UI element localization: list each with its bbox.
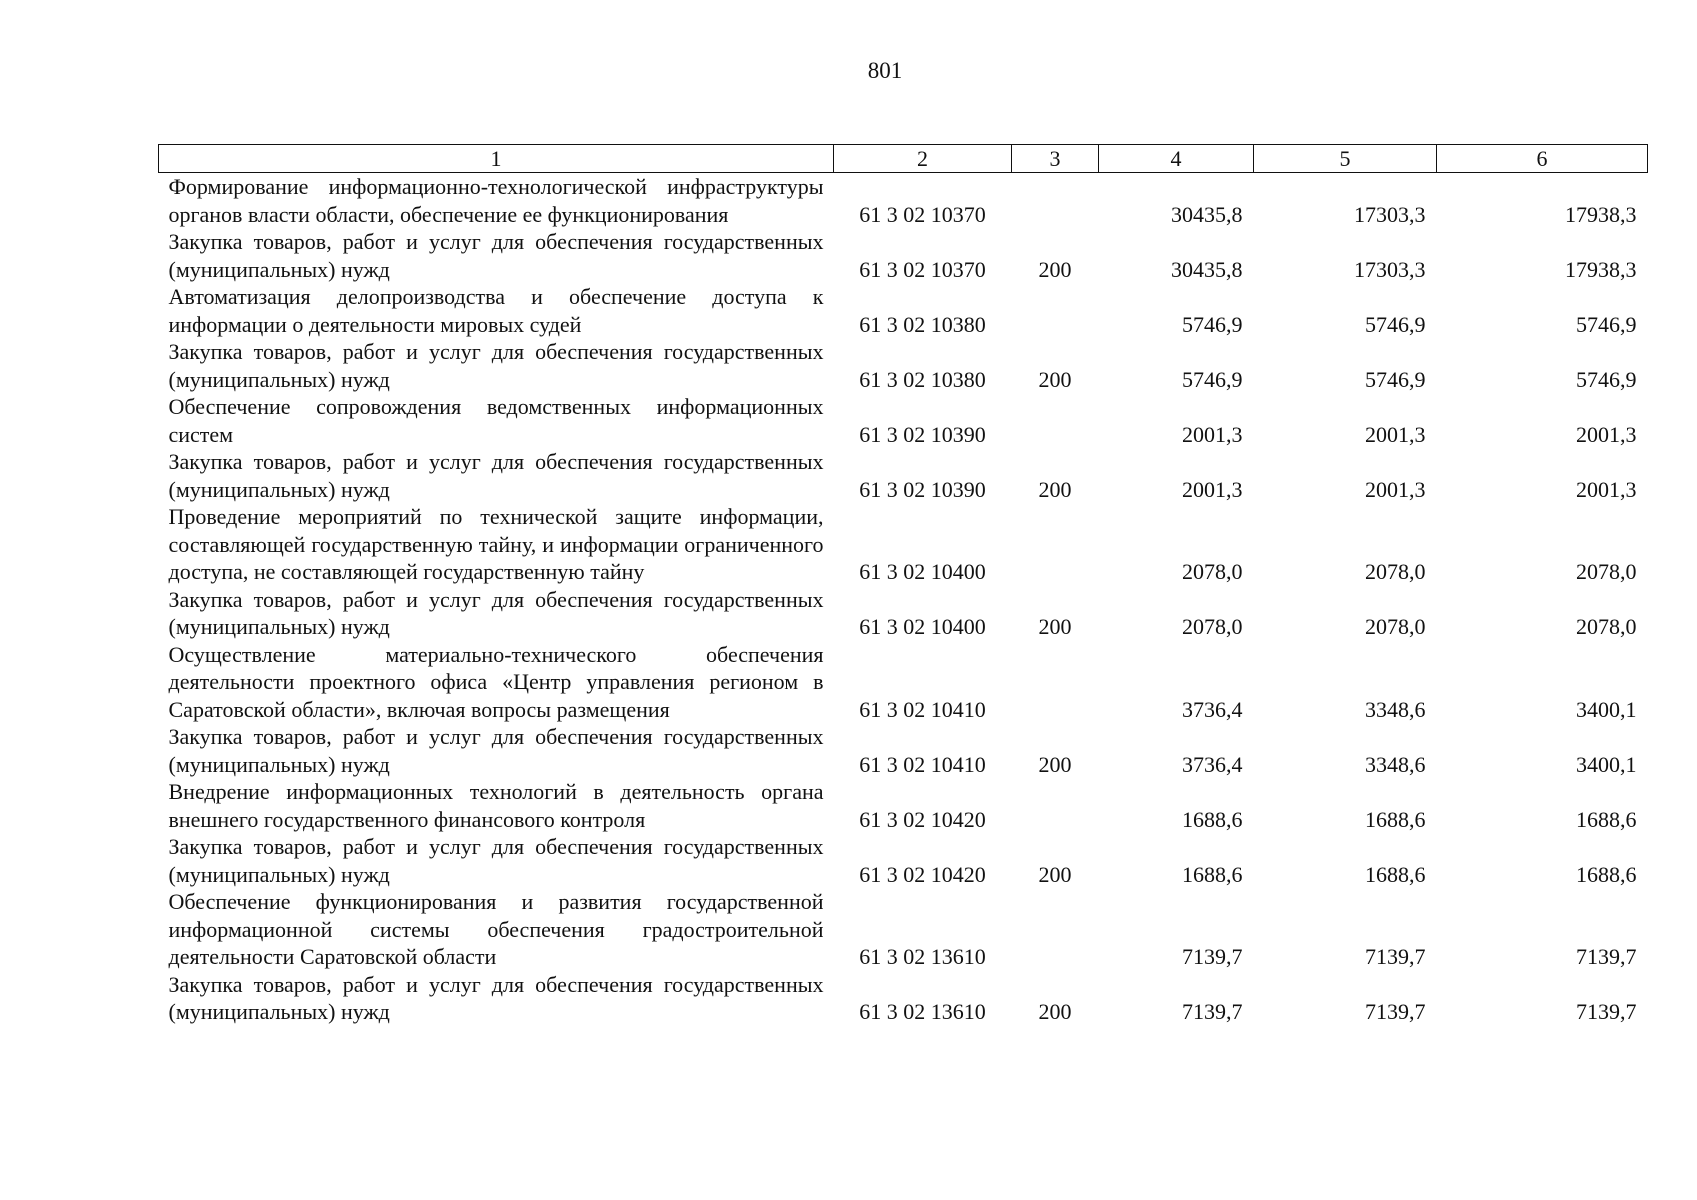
row-expense-type: 200 [1038, 476, 1072, 502]
row-value-col6: 3400,1 [1576, 751, 1637, 777]
row-value-col4: 2001,3 [1182, 476, 1243, 502]
row-value-col4: 7139,7 [1182, 999, 1243, 1024]
row-value-col4: 3736,4 [1182, 696, 1243, 722]
row-expense-type: 200 [1038, 366, 1072, 392]
row-value-col5: 17303,3 [1354, 256, 1426, 282]
row-description: Обеспечение функционирования и развития государственной информационной системы обеспечения градостроительной деятельности Саратовской области [168, 889, 824, 969]
row-expense-type [1012, 888, 1099, 971]
row-description: Закупка товаров, работ и услуг для обеспечения государственных (муниципальных) нужд [168, 834, 824, 887]
row-target-code: 61 3 02 10400 [859, 559, 986, 584]
table-row [159, 393, 1648, 448]
row-value-col4: 2078,0 [1182, 614, 1243, 639]
row-description: Осуществление материально-технического обеспечения деятельности проектного офиса «Центр управления регионом в Саратовской области», включая вопросы размещения [168, 641, 824, 722]
row-target-code: 61 3 02 10390 [859, 476, 986, 502]
row-expense-type: 200 [1038, 999, 1072, 1024]
row-description: Проведение мероприятий по технической защите информации, составляющей государственную тайну, и информации ограниченного доступа, не составляющей государственную тайну [168, 504, 824, 584]
table-row [159, 228, 1648, 283]
row-value-col5: 1688,6 [1365, 861, 1426, 887]
row-value-col4: 30435,8 [1171, 201, 1243, 227]
table-row [159, 833, 1648, 888]
row-value-col6: 2078,0 [1576, 559, 1637, 584]
column-header: 3 [1012, 145, 1099, 173]
row-value-col6: 5746,9 [1576, 366, 1637, 392]
row-value-col5: 1688,6 [1365, 806, 1426, 832]
row-description: Обеспечение сопровождения ведомственных информационных систем [168, 394, 824, 447]
row-description: Закупка товаров, работ и услуг для обеспечения государственных (муниципальных) нужд [168, 724, 824, 777]
row-expense-type [1012, 778, 1099, 833]
row-description: Автоматизация делопроизводства и обеспечение доступа к информации о деятельности мировых судей [168, 284, 824, 337]
row-target-code: 61 3 02 10400 [859, 614, 986, 639]
table-row [159, 888, 1648, 971]
row-value-col5: 17303,3 [1354, 201, 1426, 227]
row-value-col4: 7139,7 [1182, 944, 1243, 969]
row-value-col6: 7139,7 [1576, 944, 1637, 969]
row-value-col5: 2001,3 [1365, 476, 1426, 502]
row-description: Закупка товаров, работ и услуг для обеспечения государственных (муниципальных) нужд [168, 229, 824, 282]
row-description: Закупка товаров, работ и услуг для обеспечения государственных (муниципальных) нужд [168, 586, 824, 639]
row-target-code: 61 3 02 10370 [859, 201, 986, 227]
row-value-col6: 17938,3 [1565, 201, 1637, 227]
row-value-col4: 1688,6 [1182, 861, 1243, 887]
row-value-col4: 5746,9 [1182, 366, 1243, 392]
row-expense-type: 200 [1038, 614, 1072, 639]
row-value-col6: 5746,9 [1576, 311, 1637, 337]
row-expense-type [1012, 393, 1099, 448]
row-value-col5: 7139,7 [1365, 999, 1426, 1024]
row-value-col5: 5746,9 [1365, 366, 1426, 392]
table-row [159, 173, 1648, 229]
row-description: Закупка товаров, работ и услуг для обеспечения государственных (муниципальных) нужд [168, 449, 824, 502]
row-expense-type: 200 [1038, 256, 1072, 282]
row-target-code: 61 3 02 10370 [859, 256, 986, 282]
row-description: Закупка товаров, работ и услуг для обеспечения государственных (муниципальных) нужд [168, 339, 824, 392]
header-row [159, 145, 1648, 173]
table-row [159, 723, 1648, 778]
row-expense-type [1012, 283, 1099, 338]
row-value-col4: 3736,4 [1182, 751, 1243, 777]
column-header: 6 [1437, 145, 1648, 173]
row-value-col6: 1688,6 [1576, 861, 1637, 887]
row-target-code: 61 3 02 10410 [859, 751, 986, 777]
table-row [159, 641, 1648, 724]
table-row [159, 338, 1648, 393]
row-target-code: 61 3 02 10420 [859, 861, 986, 887]
row-value-col6: 17938,3 [1565, 256, 1637, 282]
row-value-col5: 7139,7 [1365, 944, 1426, 969]
row-target-code: 61 3 02 10390 [859, 421, 986, 447]
row-value-col6: 2078,0 [1576, 614, 1637, 639]
row-value-col4: 30435,8 [1171, 256, 1243, 282]
row-value-col5: 2001,3 [1365, 421, 1426, 447]
row-value-col6: 2001,3 [1576, 421, 1637, 447]
row-value-col4: 1688,6 [1182, 806, 1243, 832]
row-value-col4: 2001,3 [1182, 421, 1243, 447]
row-target-code: 61 3 02 13610 [859, 999, 986, 1024]
row-target-code: 61 3 02 10410 [859, 696, 986, 722]
table-row [159, 971, 1648, 1026]
row-target-code: 61 3 02 10380 [859, 366, 986, 392]
row-value-col5: 3348,6 [1365, 696, 1426, 722]
column-header: 5 [1254, 145, 1437, 173]
row-target-code: 61 3 02 10420 [859, 806, 986, 832]
row-description: Внедрение информационных технологий в деятельность органа внешнего государственного финансового контроля [168, 779, 824, 832]
row-value-col6: 2001,3 [1576, 476, 1637, 502]
row-expense-type: 200 [1038, 861, 1072, 887]
column-header: 2 [834, 145, 1012, 173]
row-expense-type [1012, 173, 1099, 229]
column-header: 1 [159, 145, 834, 173]
row-value-col5: 5746,9 [1365, 311, 1426, 337]
table-row [159, 283, 1648, 338]
row-value-col6: 1688,6 [1576, 806, 1637, 832]
table-row [159, 448, 1648, 503]
row-target-code: 61 3 02 13610 [859, 944, 986, 969]
row-value-col5: 2078,0 [1365, 614, 1426, 639]
table-body [159, 173, 1648, 1026]
row-expense-type: 200 [1038, 751, 1072, 777]
table-row [159, 503, 1648, 586]
row-value-col5: 2078,0 [1365, 559, 1426, 584]
budget-table [158, 144, 1648, 1026]
table-row [159, 586, 1648, 641]
row-value-col5: 3348,6 [1365, 751, 1426, 777]
table-row [159, 778, 1648, 833]
row-value-col6: 3400,1 [1576, 696, 1637, 722]
column-header: 4 [1099, 145, 1254, 173]
row-value-col4: 2078,0 [1182, 559, 1243, 584]
row-description: Закупка товаров, работ и услуг для обеспечения государственных (муниципальных) нужд [168, 971, 824, 1024]
row-value-col4: 5746,9 [1182, 311, 1243, 337]
row-expense-type [1012, 503, 1099, 586]
row-description: Формирование информационно-технологической инфраструктуры органов власти области, обеспечение ее функционирования [168, 174, 824, 227]
page-number: 801 [867, 58, 903, 83]
row-target-code: 61 3 02 10380 [859, 311, 986, 337]
row-value-col6: 7139,7 [1576, 999, 1637, 1024]
row-expense-type [1012, 641, 1099, 724]
